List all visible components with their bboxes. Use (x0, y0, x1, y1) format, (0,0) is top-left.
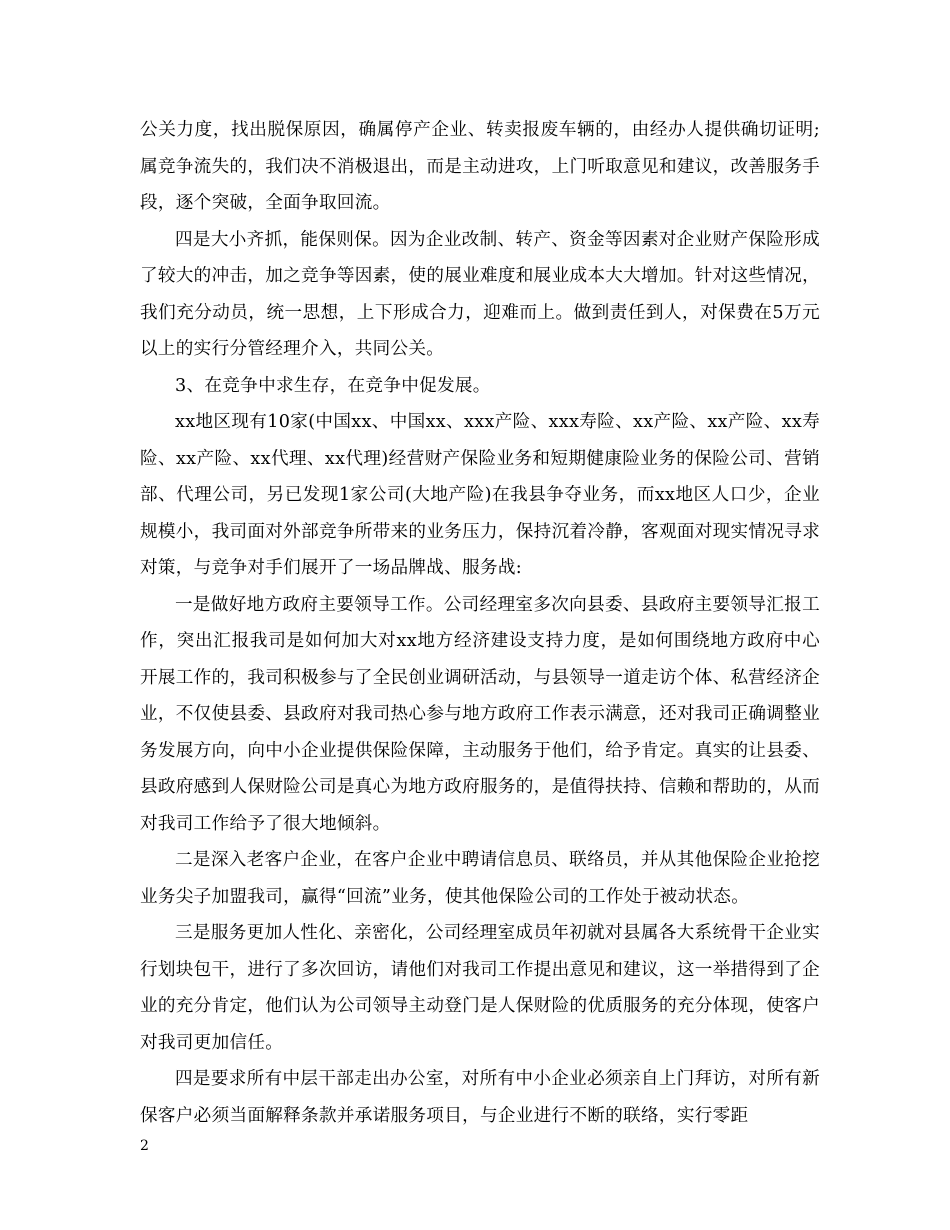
paragraph: 一是做好地方政府主要领导工作。公司经理室多次向县委、县政府主要领导汇报工作，突出汇报我司是如何加大对xx地方经济建设支持力度，是如何围绕地方政府中心开展工作的，我司积极参与了全民创业调研活动，与县领导一道走访个体、私营经济企业，不仅使县委、县政府对我司热心参与地方政府工作表示满意，还对我司正确调整业务发展方向，向中小企业提供保险保障，主动服务于他们，给予肯定。真实的让县委、县政府感到人保财险公司是真心为地方政府服务的，是值得扶持、信赖和帮助的，从而对我司工作给予了很大地倾斜。 (140, 594, 820, 834)
body-text (140, 112, 820, 1134)
page-number: 2 (140, 1138, 149, 1154)
paragraph: 3、在竞争中求生存，在竞争中促发展。 (175, 375, 491, 396)
paragraph: xx地区现有10家(中国xx、中国xx、xxx产险、xxx寿险、xx产险、xx产险、xx寿险、xx产险、xx代理、xx代理)经营财产保险业务和短期健康险业务的保险公司、营销部、代理公司，另已发现1家公司(大地产险)在我县争夺业务，而xx地区人口少，企业规模小，我司面对外部竞争所带来的业务压力，保持沉着冷静，客观面对现实情况寻求对策，与竞争对手们展开了一场品牌战、服务战: (140, 412, 820, 578)
paragraph: 三是服务更加人性化、亲密化，公司经理室成员年初就对县属各大系统骨干企业实行划块包干，进行了多次回访，请他们对我司工作提出意见和建议，这一举措得到了企业的充分肯定，他们认为公司领导主动登门是人保财险的优质服务的充分体现，使客户对我司更加信任。 (140, 923, 820, 1053)
paragraph: 四是大小齐抓，能保则保。因为企业改制、转产、资金等因素对企业财产保险形成了较大的冲击，加之竞争等因素，使的展业难度和展业成本大大增加。针对这些情况，我们充分动员，统一思想，上下形成合力，迎难而上。做到责任到人，对保费在5万元以上的实行分管经理介入，共同公关。 (140, 229, 820, 359)
paragraph: 四是要求所有中层干部走出办公室，对所有中小企业必须亲自上门拜访，对所有新保客户必须当面解释条款并承诺服务项目，与企业进行不断的联络，实行零距 (140, 1069, 820, 1126)
paragraph: 公关力度，找出脱保原因，确属停产企业、转卖报废车辆的，由经办人提供确切证明;属竞争流失的，我们决不消极退出，而是主动进攻，上门听取意见和建议，改善服务手段，逐个突破，全面争取回流。 (140, 120, 820, 213)
paragraph: 二是深入老客户企业，在客户企业中聘请信息员、联络员，并从其他保险企业抢挖业务尖子加盟我司，赢得“回流”业务，使其他保险公司的工作处于被动状态。 (140, 850, 820, 907)
